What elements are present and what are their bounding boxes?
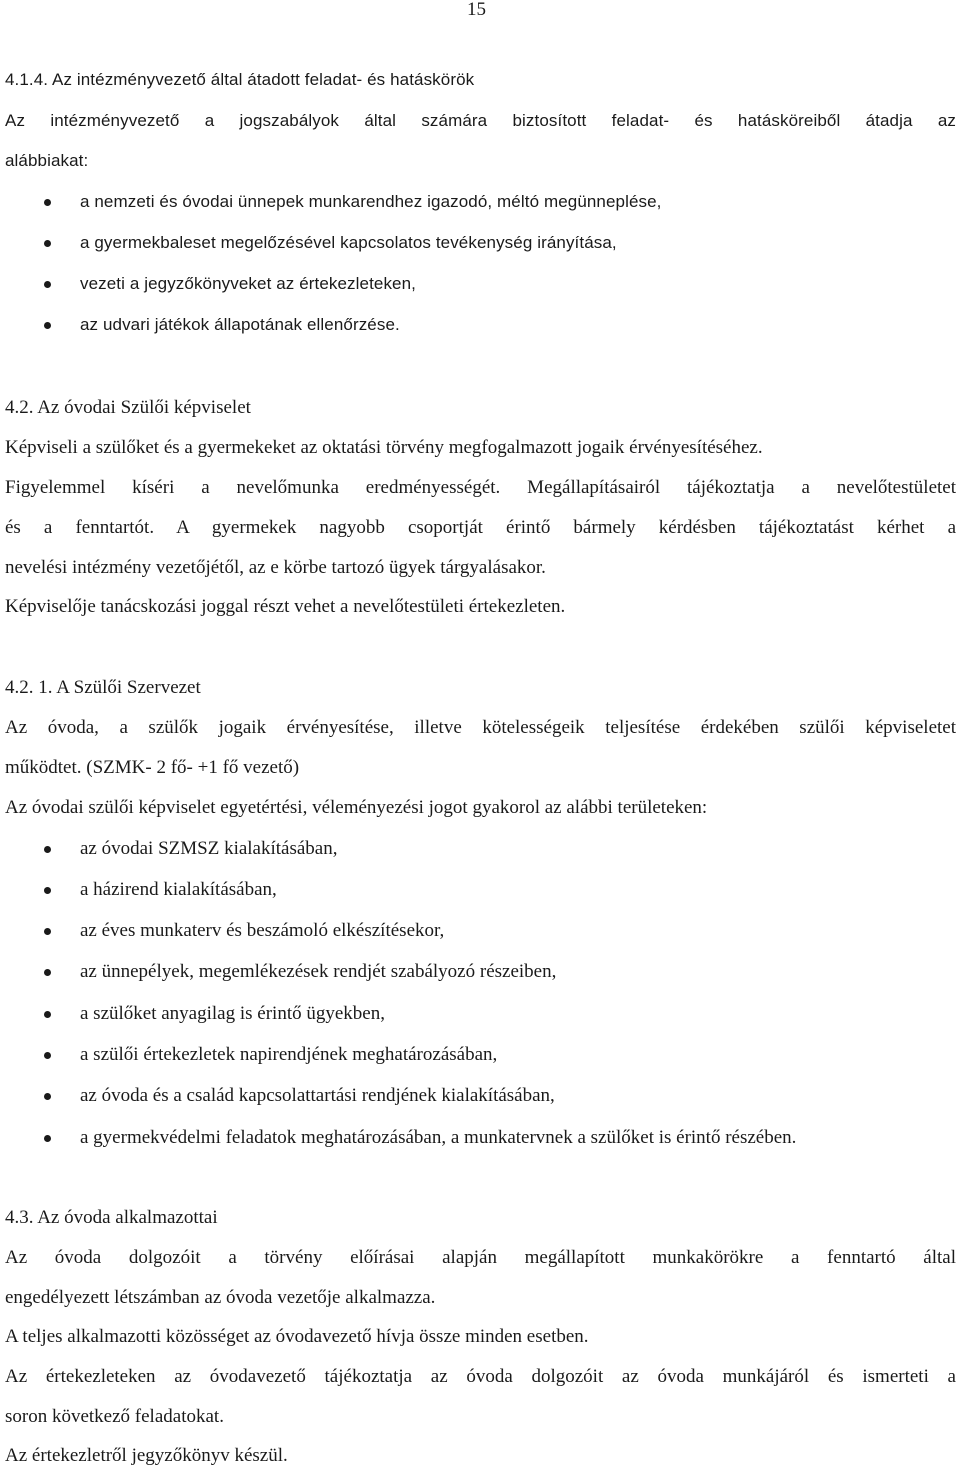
list-item-text: az óvoda és a család kapcsolattartási rendjének kialakításában, (80, 1085, 555, 1106)
list-item-text: az éves munkaterv és beszámoló elkészítésekor, (80, 920, 445, 941)
list-item-text: a gyermekvédelmi feladatok meghatározásában, a munkatervnek a szülőket is érintő részében. (80, 1127, 797, 1148)
bullet-icon (44, 199, 51, 206)
bullet-icon (44, 1052, 51, 1059)
section-heading: 4.2. Az óvodai Szülői képviselet (5, 397, 251, 418)
section-heading: 4.1.4. Az intézményvezető által átadott feladat- és hatáskörök (5, 70, 475, 89)
paragraph-line: Képviselője tanácskozási joggal részt vehet a nevelőtestületi értekezleten. (5, 596, 566, 617)
section-heading: 4.3. Az óvoda alkalmazottai (5, 1207, 218, 1228)
list-item-text: az ünnepélyek, megemlékezések rendjét szabályozó részeiben, (80, 961, 557, 982)
bullet-icon (44, 281, 51, 288)
bullet-icon (44, 240, 51, 247)
list-item-text: a gyermekbaleset megelőzésével kapcsolatos tevékenység irányítása, (80, 233, 617, 252)
bullet-icon (44, 969, 51, 976)
list-item-text: a házirend kialakításában, (80, 879, 277, 900)
paragraph-line: Az óvoda dolgozóit a törvény előírásai alapján megállapított munkakörökre a fenntartó által (5, 1247, 956, 1268)
list-item-text: vezeti a jegyzőkönyveket az értekezleteken, (80, 274, 416, 293)
paragraph-line: működtet. (SZMK- 2 fő- +1 fő vezető) (5, 757, 300, 778)
bullet-icon (44, 1093, 51, 1100)
paragraph-line: Az intézményvezető a jogszabályok által számára biztosított feladat- és hatásköreiből átadja az (5, 111, 956, 130)
bullet-icon (44, 322, 51, 329)
paragraph-line: Az óvodai szülői képviselet egyetértési, véleményezési jogot gyakorol az alábbi területeken: (5, 797, 708, 818)
paragraph-line: engedélyezett létszámban az óvoda vezetője alkalmazza. (5, 1287, 436, 1308)
list-item-text: az udvari játékok állapotának ellenőrzése. (80, 315, 400, 334)
paragraph-line: és a fenntartót. A gyermekek nagyobb csoportját érintő bármely kérdésben tájékoztatást kérhet a (5, 517, 956, 538)
list-item-text: a szülői értekezletek napirendjének meghatározásában, (80, 1044, 498, 1065)
paragraph-line: nevelési intézmény vezetőjétől, az e körbe tartozó ügyek tárgyalásakor. (5, 557, 546, 578)
page-number: 15 (467, 0, 486, 20)
paragraph-line: A teljes alkalmazotti közösséget az óvodavezető hívja össze minden esetben. (5, 1326, 589, 1347)
bullet-icon (44, 887, 51, 894)
bullet-icon (44, 928, 51, 935)
paragraph-line: Figyelemmel kíséri a nevelőmunka eredményességét. Megállapításairól tájékoztatja a nevelőtestületet (5, 477, 956, 498)
paragraph-line: Az értekezletről jegyzőkönyv készül. (5, 1445, 288, 1466)
section-heading: 4.2. 1. A Szülői Szervezet (5, 677, 201, 698)
bullet-icon (44, 1135, 51, 1142)
paragraph-line: soron következő feladatokat. (5, 1406, 224, 1427)
bullet-icon (44, 846, 51, 853)
list-item-text: az óvodai SZMSZ kialakításában, (80, 838, 338, 859)
paragraph-line: Az értekezleteken az óvodavezető tájékoztatja az óvoda dolgozóit az óvoda munkájáról és ismerteti a (5, 1366, 956, 1387)
paragraph-line: alábbiakat: (5, 151, 89, 170)
list-item-text: a nemzeti és óvodai ünnepek munkarendhez igazodó, méltó megünneplése, (80, 192, 662, 211)
list-item-text: a szülőket anyagilag is érintő ügyekben, (80, 1003, 385, 1024)
bullet-icon (44, 1011, 51, 1018)
paragraph-line: Képviseli a szülőket és a gyermekeket az oktatási törvény megfogalmazott jogaik érvényesítéséhez. (5, 437, 763, 458)
paragraph-line: Az óvoda, a szülők jogaik érvényesítése, illetve kötelességeik teljesítése érdekében szülői képviseletet (5, 717, 956, 738)
